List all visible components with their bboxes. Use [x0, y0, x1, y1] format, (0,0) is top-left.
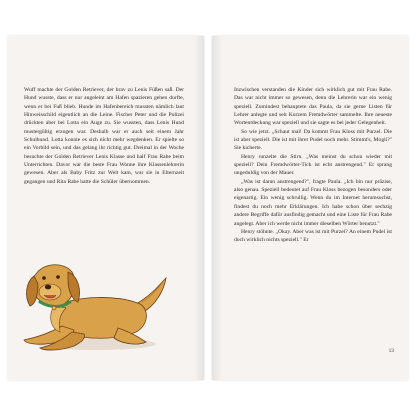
right-page-text [234, 86, 392, 245]
paragraph: Wuff machte der Golden Retriever, der brav zu Lenis Füßen saß. Der Hund wusste, dass er nur angeleint am Hafen spazieren gehen durfte, wenn er bei Fuß blieb. Hunde im Hafenbereich mussten nämlich laut Hinweisschild eigentlich an die Leine. Fischer Peter und die Polizei drückten aber bei Lotta ein Auge zu. Sie wussten, dass Lenis Hund mustergültig erzogen war. Deshalb war er auch seit einem Jahr Schulhund. Lotta konnte es sich nicht mehr wegdenken. Er spielte so ein Vorbild sein, und das gelang ihr richtig gut. Dreimal in der Woche besuchte der Golden Retriever Lenis Klasse und half Frau Rabe beim Unterrichten. Davor war die beste Frau Wonne ihre Klassenlehrerin gewesen. Aber als Baby Fritz zur Welt kam, war sie in Elternzeit gegangen und Rita Rabe hatte die Schüler übernommen. [24, 87, 184, 185]
paragraph: So wie jetzt. „Schaut mal! Da kommt Frau Kloss mit Purzel. Die ist aber speziell. Die ist mit ihrer Pudel noch mehr. Stimmt's, Mogli?" Sie kicherte. [234, 128, 392, 152]
left-page-text [24, 86, 184, 186]
collar-tag [52, 306, 56, 310]
dog-eye-right [56, 275, 60, 279]
paragraph: Henry stöhnte. „Okay. Aber was ist mit Purzel? An einem Pudel ist doch wirklich nichts speziell." Er [234, 228, 392, 244]
dog-eye-left [42, 276, 46, 280]
paragraph: Inzwischen verstanden die Kinder sich wirklich gut mit Frau Rabe. Das war nicht immer so gewesen, denn die Lehrerin war ein wenig speziell. Zumindest behauptete das Paula, da sie gerne Listen für Lehrer anlegte und seit Kurzem Fremdwörter sammelte. Ihre neueste Wortentdeckung war speziell und sie sagte es bei jeder Gelegenheit. [234, 87, 392, 127]
paragraph: Henry runzelte die Stirn. „Was meinst du schon wieder mit speziell? Dein Fremdwörter-Tick ist echt anstrengend." Er sprang ungeduldig von der Mauer. [234, 153, 392, 177]
right-page [212, 36, 408, 380]
paragraph: „Was ist daran anstrengend?", fragte Paula. „Ich bin nur präzise, also genau. Speziell bedeutet auf Frau Kloss bezogen besonders oder eigenartig. Ein wenig schrullig. Wenn du im Internet herumsuchst, findest du noch mehr Erklärungen. Ich habe schon über sechzig andere Begriffe dafür ausfindig gemacht und eine Liste für Frau Rabe angelegt. Aber ich werde nicht immer dieselben Wörter benutzt." [234, 178, 392, 227]
left-page [8, 36, 204, 380]
page-number: 13 [388, 348, 394, 354]
golden-retriever-illustration [18, 254, 168, 354]
dog-nose [45, 285, 51, 290]
dog-ear-left [27, 276, 38, 306]
